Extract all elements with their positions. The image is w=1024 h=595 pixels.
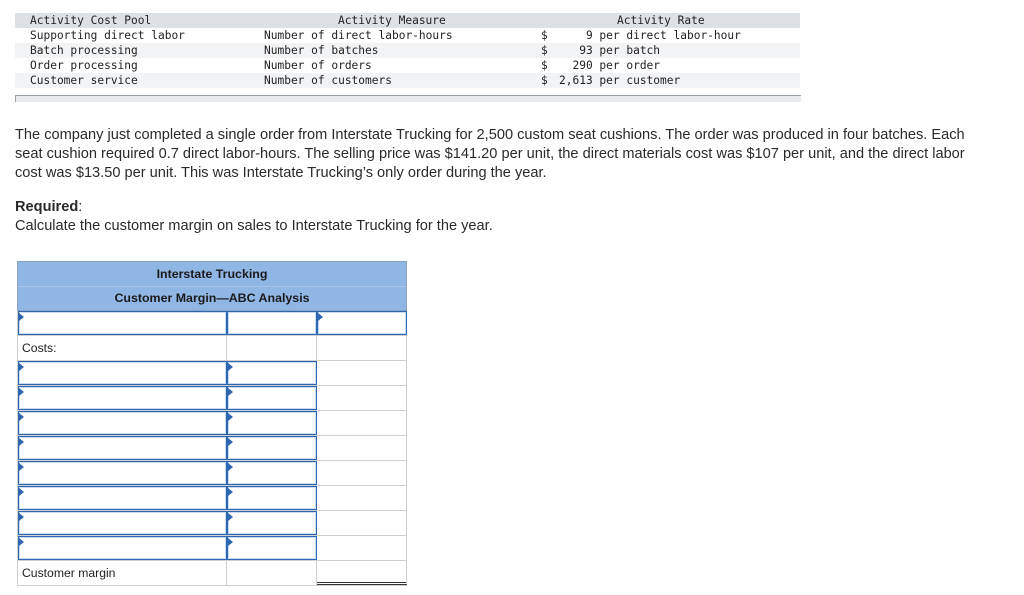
- cost-input[interactable]: [18, 511, 227, 535]
- customer-margin-table: [17, 261, 407, 586]
- cost-input[interactable]: [227, 411, 317, 435]
- cost-input[interactable]: [227, 461, 317, 485]
- answer-table-header: [17, 261, 407, 311]
- dropdown-marker-icon: [19, 413, 24, 421]
- cost-input[interactable]: [227, 536, 317, 560]
- activity-row: [15, 28, 800, 43]
- row-dollar: $: [541, 74, 548, 87]
- cost-row: [17, 411, 407, 436]
- answer-input[interactable]: [227, 311, 317, 335]
- row-pool: Order processing: [30, 59, 138, 72]
- row-rate: 290 per order: [559, 59, 661, 72]
- required-label: [15, 199, 82, 215]
- required-text: Calculate the customer margin on sales to Interstate Trucking for the year.: [15, 218, 493, 234]
- empty-cell: [317, 486, 407, 510]
- cost-row: [17, 511, 407, 536]
- dropdown-marker-icon: [228, 388, 233, 396]
- cost-input[interactable]: [18, 461, 227, 485]
- dropdown-marker-icon: [19, 538, 24, 546]
- answer-table-title: Interstate Trucking: [18, 262, 406, 287]
- cost-row: [17, 436, 407, 461]
- dropdown-marker-icon: [228, 413, 233, 421]
- dropdown-marker-icon: [228, 538, 233, 546]
- cost-input[interactable]: [18, 411, 227, 435]
- cost-row: [17, 386, 407, 411]
- table-row: [17, 561, 407, 586]
- row-rate: 9 per direct labor-hour: [559, 29, 741, 42]
- row-dollar: $: [541, 59, 548, 72]
- cost-input[interactable]: [227, 386, 317, 410]
- cost-row: [17, 461, 407, 486]
- row-measure: Number of orders: [264, 59, 372, 72]
- dropdown-marker-icon: [228, 488, 233, 496]
- activity-table-header: [15, 13, 800, 28]
- cost-input[interactable]: [18, 386, 227, 410]
- row-pool: Customer service: [30, 74, 138, 87]
- table-row: [17, 336, 407, 361]
- row-rate: 93 per batch: [559, 44, 661, 57]
- header-pool: Activity Cost Pool: [30, 14, 152, 27]
- cost-input[interactable]: [18, 361, 227, 385]
- activity-row: [15, 58, 800, 73]
- table-row: [17, 311, 407, 336]
- row-rate: 2,613 per customer: [559, 74, 681, 87]
- row-dollar: $: [541, 44, 548, 57]
- empty-cell: [317, 411, 407, 435]
- empty-cell: [317, 511, 407, 535]
- cost-input[interactable]: [18, 536, 227, 560]
- activity-row: [15, 73, 800, 88]
- empty-cell: [227, 561, 317, 585]
- customer-margin-label: Customer margin: [18, 561, 227, 585]
- cost-input[interactable]: [227, 361, 317, 385]
- answer-input[interactable]: [18, 311, 227, 335]
- dropdown-marker-icon: [228, 363, 233, 371]
- dropdown-marker-icon: [228, 513, 233, 521]
- dropdown-marker-icon: [19, 513, 24, 521]
- row-pool: Supporting direct labor: [30, 29, 185, 42]
- dropdown-marker-icon: [19, 438, 24, 446]
- required-word: Required: [15, 199, 79, 215]
- row-measure: Number of customers: [264, 74, 392, 87]
- cost-input[interactable]: [18, 436, 227, 460]
- cost-input[interactable]: [227, 486, 317, 510]
- dropdown-marker-icon: [228, 438, 233, 446]
- cost-row: [17, 486, 407, 511]
- dropdown-marker-icon: [19, 363, 24, 371]
- activity-row: [15, 43, 800, 58]
- row-measure: Number of batches: [264, 44, 379, 57]
- empty-cell: [317, 536, 407, 560]
- cost-input[interactable]: [227, 436, 317, 460]
- cost-rows: [17, 361, 407, 561]
- required-colon: :: [78, 199, 83, 215]
- dropdown-marker-icon: [318, 313, 323, 321]
- row-pool: Batch processing: [30, 44, 138, 57]
- header-measure: Activity Measure: [338, 14, 446, 27]
- header-rate: Activity Rate: [617, 14, 705, 27]
- customer-margin-input[interactable]: [317, 561, 407, 585]
- activity-rate-table: [15, 13, 800, 88]
- dropdown-marker-icon: [228, 463, 233, 471]
- cost-input[interactable]: [18, 486, 227, 510]
- dropdown-marker-icon: [19, 463, 24, 471]
- empty-cell: [317, 386, 407, 410]
- answer-table-subtitle: Customer Margin—ABC Analysis: [114, 291, 310, 305]
- cost-input[interactable]: [227, 511, 317, 535]
- cost-row: [17, 361, 407, 386]
- problem-text: The company just completed a single order from Interstate Trucking for 2,500 custom seat cushions. The order was produced in four batches. Each seat cushion required 0.7 direct labor-hours. The selling price was $141.20 per unit, the direct materials cost was $107 per unit, and the direct labor cost was $13.50 per unit. This was Interstate Trucking’s only order during the year.: [15, 127, 965, 181]
- empty-cell: [317, 361, 407, 385]
- cost-row: [17, 536, 407, 561]
- dropdown-marker-icon: [19, 313, 24, 321]
- dropdown-marker-icon: [19, 488, 24, 496]
- row-dollar: $: [541, 29, 548, 42]
- empty-cell: [317, 336, 407, 360]
- empty-cell: [317, 461, 407, 485]
- row-measure: Number of direct labor-hours: [264, 29, 453, 42]
- empty-cell: [227, 336, 317, 360]
- dropdown-marker-icon: [19, 388, 24, 396]
- answer-input[interactable]: [317, 311, 407, 335]
- table-bottom-border: [15, 95, 801, 102]
- empty-cell: [317, 436, 407, 460]
- costs-label: Costs:: [18, 336, 227, 360]
